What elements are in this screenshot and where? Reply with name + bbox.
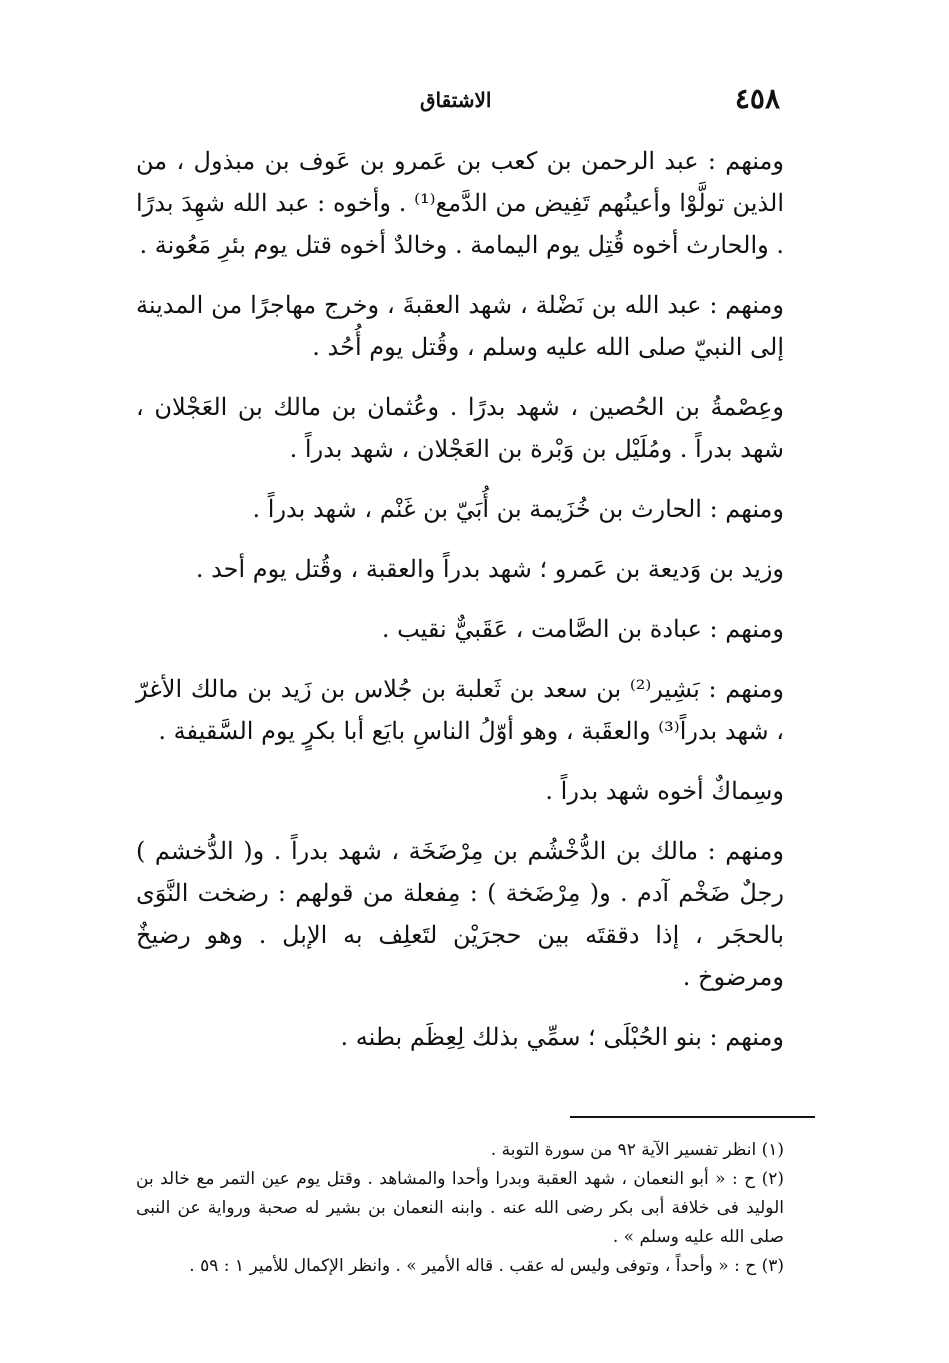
paragraph: ومنهم : مالك بن الدُّخْشُم بن مِرْضَخَة ، شهد بدراً . و( الدُّخشم ) رجلٌ ضَخْم آدم . و( مِرْضَخة ) : مِفعلة من قولهم : رضخت النَّوَى بالحجَر ، إذا دققتَه بين حجرَيْن لتَعلِف به الإبل . وهو رضيخٌ ومرضوخ . bbox=[136, 837, 784, 991]
page-header bbox=[120, 82, 780, 122]
paragraph: ومنهم : بنو الحُبْلَى ؛ سمِّي بذلك لِعِظَم بطنه . bbox=[340, 1023, 784, 1051]
paragraph: ومنهم : عبد الرحمن بن كعب بن عَمرو بن عَوف بن مبذول ، من الذين تولَّوْا وأعينُهم تَفِيض من الدَّمع⁽¹⁾ . وأخوه : عبد الله شهِدَ بدرًا . والحارث أخوه قُتِل يوم اليمامة . وخالدٌ أخوه قتل يوم بئرِ مَعُونة . bbox=[136, 147, 784, 259]
footnote: (١) انظر تفسير الآية ٩٢ من سورة التوبة . bbox=[490, 1140, 784, 1160]
paragraph: ومنهم : الحارث بن خُزَيمة بن أُبَيّ بن غَنْم ، شهد بدراً . bbox=[252, 495, 784, 523]
footnote: (٢) ح : « أبو النعمان ، شهد العقبة وبدرا وأحدا والمشاهد . وقتل يوم عين التمر مع خالد بن الوليد فى خلافة أبى بكر رضى الله عنه . وابنه النعمان بن بشير له صحبة ورواية عن النبى صلى الله عليه وسلم » . bbox=[136, 1169, 784, 1247]
paragraph: ومنهم : عبد الله بن نَضْلة ، شهد العقبةَ ، وخرج مهاجرًا من المدينة إلى النبيّ صلى الله عليه وسلم ، وقُتل يوم أُحُد . bbox=[136, 291, 784, 361]
running-title: الاشتقاق bbox=[420, 88, 492, 112]
page-number: ٤٥٨ bbox=[734, 82, 780, 115]
paragraph: وعِصْمةُ بن الحُصين ، شهد بدرًا . وعُثمان بن مالك بن العَجْلان ، شهد بدراً . ومُلَيْل بن وَبْرة بن العَجْلان ، شهد بدراً . bbox=[136, 393, 784, 463]
footnote: (٣) ح : « وأحداً ، وتوفى وليس له عقب . قاله الأمير » . وانظر الإكمال للأمير ١ : ٥٩ . bbox=[189, 1256, 784, 1276]
footnote-separator bbox=[570, 1116, 815, 1118]
footnotes bbox=[136, 1136, 784, 1281]
paragraph: وسِماكٌ أخوه شهد بدراً . bbox=[545, 777, 784, 805]
paragraph: وزيد بن وَديعة بن عَمرو ؛ شهد بدراً والعقبة ، وقُتل يوم أحد . bbox=[195, 555, 784, 583]
paragraph: ومنهم : عبادة بن الصَّامت ، عَقَبيٌّ نقيب . bbox=[381, 615, 784, 643]
main-text bbox=[136, 140, 784, 1076]
paragraph: ومنهم : بَشِير⁽²⁾ بن سعد بن ثَعلبة بن جُلاس بن زَيد بن مالك الأغرّ ، شهد بدراً⁽³⁾ والعقَبة ، وهو أوّلُ الناسِ بايَع أبا بكرٍ يوم السَّقيفة . bbox=[136, 675, 784, 745]
